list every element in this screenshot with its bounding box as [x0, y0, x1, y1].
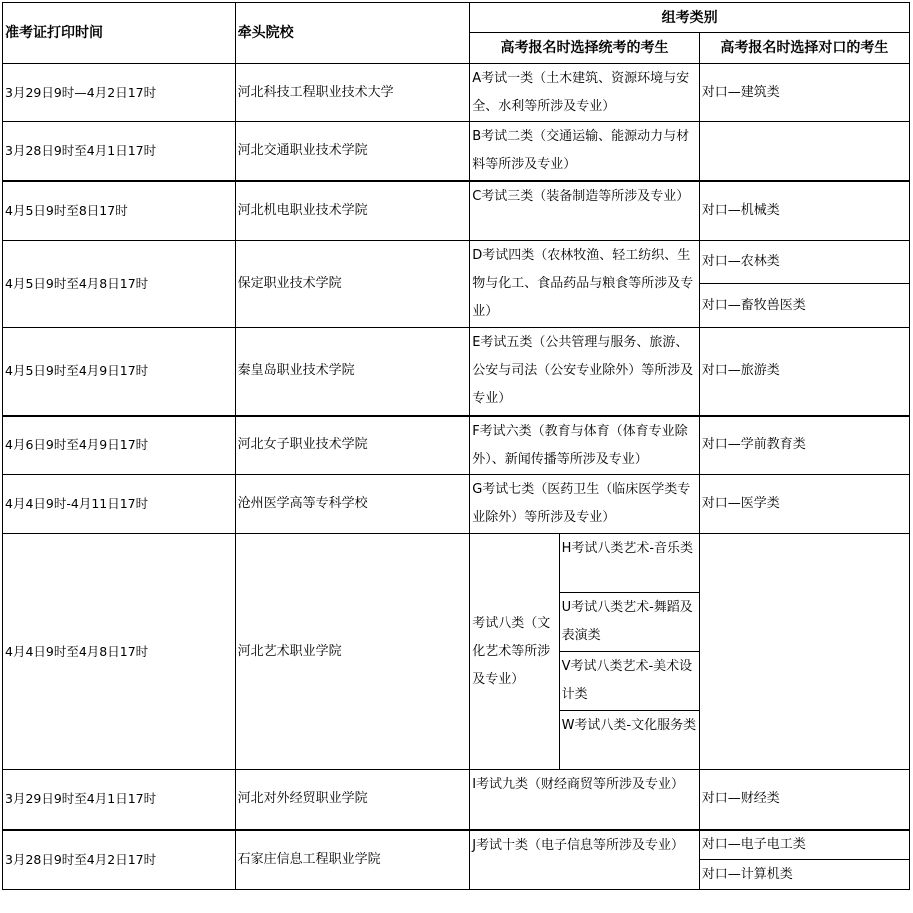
- header-time: 准考证打印时间: [3, 3, 236, 64]
- cell-duikou: 对口—计算机类: [699, 860, 909, 890]
- cell-school: 河北机电职业技术学院: [235, 181, 470, 241]
- cell-category: C考试三类（装备制造等所涉及专业）: [470, 181, 700, 241]
- cell-school: 石家庄信息工程职业学院: [235, 830, 470, 890]
- cell-subcategory: W考试八类-文化服务类: [559, 711, 699, 770]
- header-group: 组考类别: [470, 3, 910, 33]
- cell-school: 河北艺术职业学院: [235, 534, 470, 770]
- cell-duikou: 对口—农林类: [699, 241, 909, 284]
- cell-subcategory: U考试八类艺术-舞蹈及表演类: [559, 593, 699, 652]
- table-row: [3, 122, 910, 181]
- cell-duikou: 对口—学前教育类: [699, 416, 909, 475]
- cell-duikou: 对口—畜牧兽医类: [699, 284, 909, 328]
- cell-time: 3月29日9时至4月1日17时: [3, 770, 236, 830]
- cell-school: 沧州医学高等专科学校: [235, 475, 470, 534]
- cell-category: I考试九类（财经商贸等所涉及专业）: [470, 770, 700, 830]
- cell-time: 4月5日9时至4月9日17时: [3, 328, 236, 416]
- cell-duikou: 对口—财经类: [699, 770, 909, 830]
- cell-time: 3月28日9时至4月1日17时: [3, 122, 236, 181]
- cell-duikou: 对口—医学类: [699, 475, 909, 534]
- cell-category: A考试一类（土木建筑、资源环境与安全、水利等所涉及专业）: [470, 64, 700, 122]
- cell-school: 河北科技工程职业技术大学: [235, 64, 470, 122]
- cell-time: 4月4日9时-4月11日17时: [3, 475, 236, 534]
- table-row: [3, 534, 910, 593]
- cell-duikou: 对口—电子电工类: [699, 830, 909, 860]
- header-school: 牵头院校: [235, 3, 470, 64]
- cell-category: B考试二类（交通运输、能源动力与材料等所涉及专业）: [470, 122, 700, 181]
- table-row: [3, 830, 910, 860]
- table-row: [3, 64, 910, 122]
- cell-school: 河北女子职业技术学院: [235, 416, 470, 475]
- cell-time: 3月28日9时至4月2日17时: [3, 830, 236, 890]
- cell-school: 河北交通职业技术学院: [235, 122, 470, 181]
- exam-schedule-table: [2, 2, 910, 890]
- table-row: [3, 241, 910, 284]
- cell-subcategory: V考试八类艺术-美术设计类: [559, 652, 699, 711]
- table-row: [3, 475, 910, 534]
- cell-category: D考试四类（农林牧渔、轻工纺织、生物与化工、食品药品与粮食等所涉及专业）: [470, 241, 700, 328]
- cell-category: 考试八类（文化艺术等所涉及专业）: [470, 534, 559, 770]
- cell-time: 4月6日9时至4月9日17时: [3, 416, 236, 475]
- cell-category: F考试六类（教育与体育（体育专业除外）、新闻传播等所涉及专业）: [470, 416, 700, 475]
- cell-school: 保定职业技术学院: [235, 241, 470, 328]
- cell-time: 4月5日9时至4月8日17时: [3, 241, 236, 328]
- cell-school: 河北对外经贸职业学院: [235, 770, 470, 830]
- cell-time: 4月5日9时至8日17时: [3, 181, 236, 241]
- header-duikou: 高考报名时选择对口的考生: [699, 33, 909, 64]
- cell-time: 4月4日9时至4月8日17时: [3, 534, 236, 770]
- header-tongkao: 高考报名时选择统考的考生: [470, 33, 700, 64]
- cell-duikou: 对口—建筑类: [699, 64, 909, 122]
- cell-duikou: [699, 122, 909, 181]
- cell-category: G考试七类（医药卫生（临床医学类专业除外）等所涉及专业）: [470, 475, 700, 534]
- table-row: [3, 770, 910, 830]
- table-row: [3, 416, 910, 475]
- cell-category: J考试十类（电子信息等所涉及专业）: [470, 830, 700, 890]
- cell-duikou: 对口—机械类: [699, 181, 909, 241]
- cell-duikou: [699, 534, 909, 770]
- table-row: [3, 328, 910, 416]
- cell-duikou: 对口—旅游类: [699, 328, 909, 416]
- cell-subcategory: H考试八类艺术-音乐类: [559, 534, 699, 593]
- table-row: [3, 181, 910, 241]
- cell-school: 秦皇岛职业技术学院: [235, 328, 470, 416]
- cell-time: 3月29日9时—4月2日17时: [3, 64, 236, 122]
- cell-category: E考试五类（公共管理与服务、旅游、公安与司法（公安专业除外）等所涉及专业）: [470, 328, 700, 416]
